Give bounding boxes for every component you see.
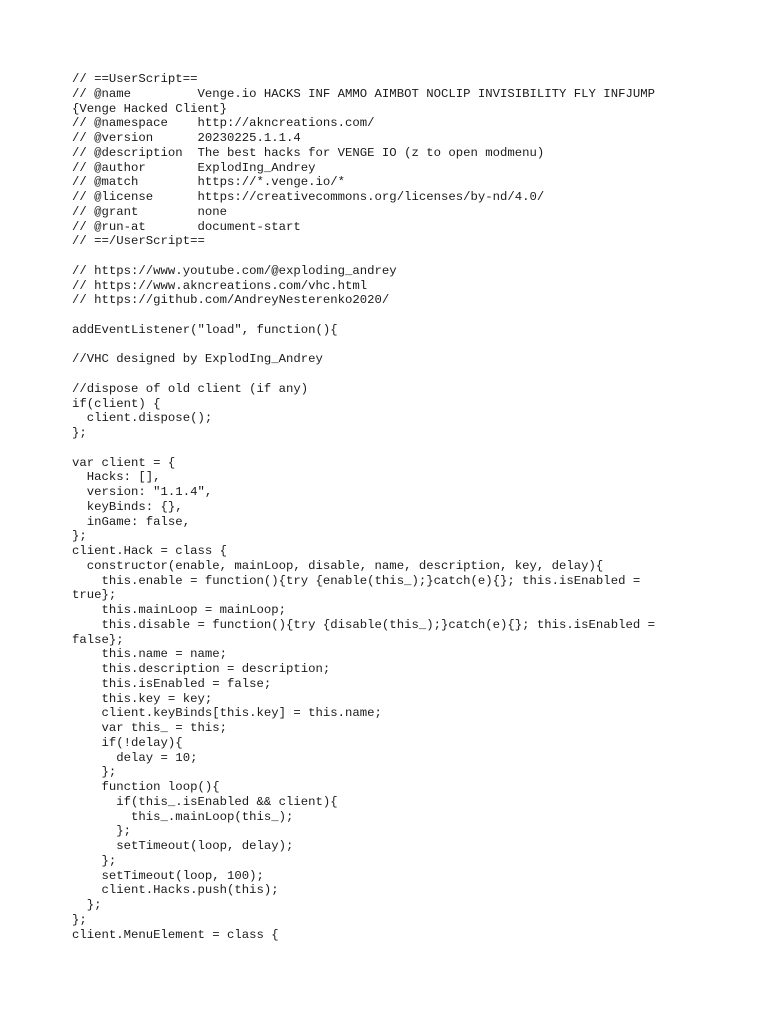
code-line: var this_ = this;: [72, 721, 227, 735]
code-line: };: [72, 824, 132, 839]
code-line: [72, 308, 728, 323]
code-line: client.keyBinds[this.key] = this.name;: [72, 706, 382, 721]
code-line: client.MenuElement = class {: [72, 927, 279, 942]
code-line: this.enable = function(){try {enable(this_);}catch(e){}; this.isEnabled =: [72, 573, 641, 588]
code-line: inGame: false,: [72, 514, 191, 529]
code-line: // @version 20230225.1.1.4: [72, 131, 301, 145]
code-line: // ==UserScript==: [72, 72, 198, 86]
code-line: client.Hack = class {: [72, 544, 227, 558]
code-line: [72, 367, 728, 382]
code-line: function loop(){: [72, 780, 220, 794]
code-line: };: [72, 765, 117, 780]
code-line: // @grant none: [72, 204, 227, 219]
code-line: delay = 10;: [72, 750, 198, 765]
code-line: addEventListener("load", function(){: [72, 322, 338, 337]
code-line: };: [72, 912, 87, 927]
code-line: [72, 441, 728, 456]
code-line: this.mainLoop = mainLoop;: [72, 603, 287, 617]
code-line: // https://www.akncreations.com/vhc.html: [72, 278, 368, 293]
code-line: this.isEnabled = false;: [72, 676, 272, 691]
code-line: true};: [72, 588, 117, 603]
code-line: false};: [72, 632, 124, 647]
code-line: };: [72, 853, 117, 868]
code-line: {Venge Hacked Client}: [72, 101, 227, 116]
code-line: // https://www.youtube.com/@exploding_andrey: [72, 263, 397, 278]
code-line: client.dispose();: [72, 411, 213, 426]
code-line: client.Hacks.push(this);: [72, 883, 279, 898]
code-line: constructor(enable, mainLoop, disable, name, description, key, delay){: [72, 558, 604, 573]
code-line: };: [72, 426, 87, 440]
code-line: // https://github.com/AndreyNesterenko2020/: [72, 293, 390, 308]
code-line: this.name = name;: [72, 647, 227, 662]
code-line: // @description The best hacks for VENGE IO (z to open modmenu): [72, 145, 545, 160]
code-line: Hacks: [],: [72, 470, 161, 485]
code-line: [72, 249, 728, 264]
code-line: if(!delay){: [72, 735, 183, 750]
code-line: [72, 338, 728, 353]
code-line: // @namespace http://akncreations.com/: [72, 116, 375, 131]
code-line: // ==/UserScript==: [72, 234, 205, 249]
code-line: // @author ExplodIng_Andrey: [72, 160, 316, 175]
code-line: this_.mainLoop(this_);: [72, 809, 294, 824]
code-line: setTimeout(loop, 100);: [72, 868, 264, 883]
code-line: this.disable = function(){try {disable(this_);}catch(e){}; this.isEnabled =: [72, 617, 655, 632]
code-listing: [72, 72, 728, 942]
code-line: var client = {: [72, 455, 176, 470]
code-line: if(client) {: [72, 396, 161, 411]
code-line: this.key = key;: [72, 691, 213, 706]
code-line: //VHC designed by ExplodIng_Andrey: [72, 352, 323, 367]
code-line: // @match https://*.venge.io/*: [72, 175, 346, 190]
code-line: };: [72, 898, 102, 912]
code-line: this.description = description;: [72, 662, 331, 676]
code-line: keyBinds: {},: [72, 499, 183, 514]
code-line: version: "1.1.4",: [72, 485, 213, 499]
code-line: //dispose of old client (if any): [72, 381, 309, 396]
code-line: // @name Venge.io HACKS INF AMMO AIMBOT NOCLIP INVISIBILITY FLY INFJUMP: [72, 86, 655, 101]
code-line: // @run-at document-start: [72, 219, 301, 234]
code-line: };: [72, 529, 87, 544]
code-line: setTimeout(loop, delay);: [72, 839, 294, 853]
code-line: if(this_.isEnabled && client){: [72, 794, 338, 809]
code-line: // @license https://creativecommons.org/licenses/by-nd/4.0/: [72, 190, 545, 204]
